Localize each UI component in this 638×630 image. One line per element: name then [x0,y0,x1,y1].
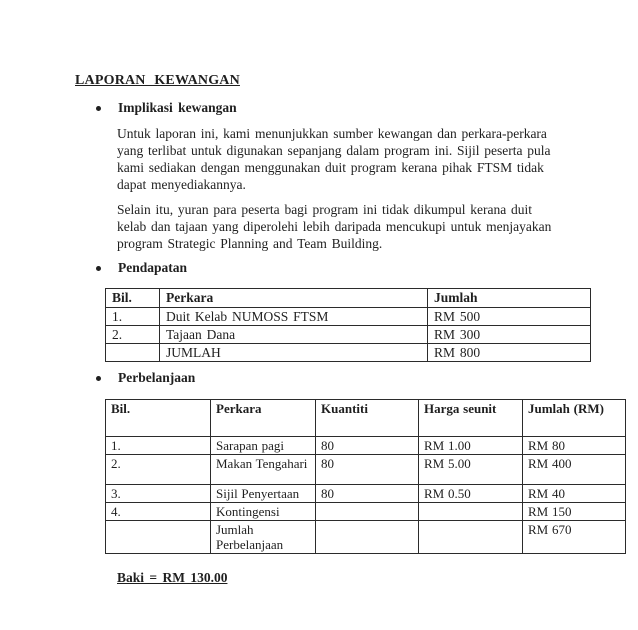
table-row [106,308,591,326]
table-cell: Sijil Penyertaan [211,485,316,503]
table-cell: 80 [316,485,419,503]
bullet-label: Pendapatan [118,260,188,275]
table-cell: 1. [106,308,160,326]
table-cell: 1. [106,437,211,455]
table-cell [419,520,523,553]
table-cell: Duit Kelab NUMOSS FTSM [160,308,428,326]
table-row-total [106,344,591,362]
table-header-row [106,400,626,437]
table-cell: RM 40 [523,485,626,503]
table-cell: RM 670 [523,520,626,553]
column-header: Harga seunit [419,400,523,437]
bullet-label: Implikasi kewangan [118,100,237,115]
table-row [106,437,626,455]
paragraph-implikasi-2: Selain itu, yuran para peserta bagi program ini tidak dikumpul kerana duit kelab dan tajaan yang diperolehi lebih daripada mencukupi untuk menjayakan program Strategic Planning and Team Building. [117,202,552,251]
table-cell: RM 1.00 [419,437,523,455]
table-cell: Sarapan pagi [211,437,316,455]
table-cell: Kontingensi [211,502,316,520]
column-header: Perkara [211,400,316,437]
pendapatan-table [105,288,591,362]
table-cell: RM 150 [523,502,626,520]
table-cell: 2. [106,455,211,485]
bullet-icon [96,106,101,111]
table-cell [316,520,419,553]
table-cell [419,502,523,520]
table-cell: RM 800 [428,344,591,362]
table-cell: RM 0.50 [419,485,523,503]
column-header: Jumlah (RM) [523,400,626,437]
table-cell: 80 [316,455,419,485]
column-header: Perkara [160,289,428,308]
table-row-total [106,520,626,553]
table-row [106,455,626,485]
bullet-icon [96,376,101,381]
column-header: Kuantiti [316,400,419,437]
page-title: LAPORAN KEWANGAN [75,73,240,88]
bullet-item-perbelanjaan [96,370,638,386]
bullet-item-implikasi-kewangan [96,100,638,116]
perbelanjaan-table [105,399,626,554]
table-cell [106,344,160,362]
table-cell [106,520,211,553]
table-row [106,485,626,503]
baki-total: Baki = RM 130.00 [117,569,228,585]
table-cell: Makan Tengahari [211,455,316,485]
bullet-label: Perbelanjaan [118,370,196,385]
table-cell: RM 5.00 [419,455,523,485]
table-cell: 3. [106,485,211,503]
table-header-row [106,289,591,308]
table-cell: Jumlah Perbelanjaan [211,520,316,553]
table-cell: RM 300 [428,326,591,344]
bullet-item-pendapatan [96,260,638,276]
table-cell: RM 80 [523,437,626,455]
table-cell: Tajaan Dana [160,326,428,344]
table-cell: JUMLAH [160,344,428,362]
table-cell: RM 400 [523,455,626,485]
bullet-icon [96,266,101,271]
table-cell: 2. [106,326,160,344]
table-row [106,502,626,520]
column-header: Jumlah [428,289,591,308]
column-header: Bil. [106,400,211,437]
table-cell: 4. [106,502,211,520]
table-cell [316,502,419,520]
table-cell: RM 500 [428,308,591,326]
table-cell: 80 [316,437,419,455]
table-row [106,326,591,344]
paragraph-implikasi-1: Untuk laporan ini, kami menunjukkan sumber kewangan dan perkara-perkara yang terlibat untuk digunakan sepanjang dalam program ini. Sijil peserta pula kami sediakan dengan menggunakan duit program kerana pihak FTSM tidak dapat menyediakannya. [117,126,551,192]
column-header: Bil. [106,289,160,308]
